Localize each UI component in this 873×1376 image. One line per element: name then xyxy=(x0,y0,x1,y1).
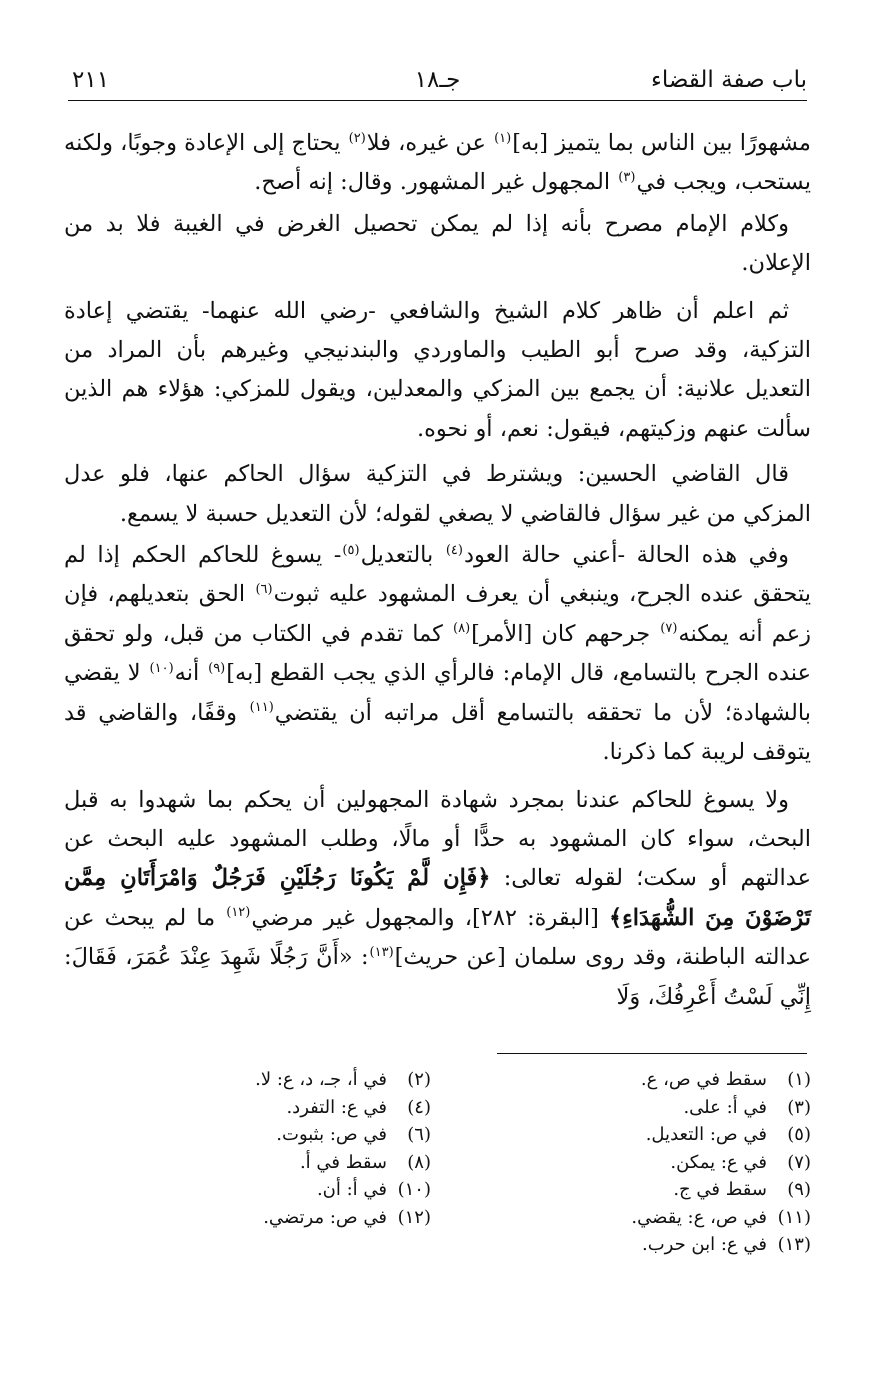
footnote-item: (١٢)في ص: مرتضي. xyxy=(263,1206,431,1228)
paragraph: مشهورًا بين الناس بما يتميز [به]$^{(١)}$ عن غيره، فلا$^{(٢)}$ يحتاج إلى الإعادة وجوبًا، ولكنه يستحب، ويجب في$^{(٣)}$ المجهول غير المشهور. وقال: إنه أصح. xyxy=(64,130,811,196)
footnote-item: (٢)في أ، جـ، د، ع: لا. xyxy=(255,1069,431,1090)
main-text xyxy=(64,124,811,1019)
paragraph: وكلام الإمام مصرح بأنه إذا لم يمكن تحصيل الغرض في الغيبة فلا بد من الإعلان. xyxy=(64,210,811,277)
footnote-item: (٩)سقط في ج. xyxy=(673,1179,811,1200)
footnote-ref[interactable]: (٥) xyxy=(342,542,360,558)
footnotes-left-column xyxy=(51,1066,431,1231)
footnote-ref[interactable]: (١٢) xyxy=(226,905,251,921)
footnote-divider xyxy=(497,1053,807,1054)
footnote-ref[interactable]: (٦) xyxy=(255,581,273,597)
footnote-ref[interactable]: (١٠) xyxy=(149,660,174,676)
footnote-item: (١١)في ص، ع: يقضي. xyxy=(631,1206,811,1228)
footnote-item: (٨)سقط في أ. xyxy=(299,1151,431,1173)
footnote-item: (١٠)في أ: أن. xyxy=(316,1179,431,1200)
footnote-item: (٥)في ص: التعديل. xyxy=(645,1124,811,1145)
paragraph: قال القاضي الحسين: ويشترط في التزكية سؤال الحاكم عنها، فلو عدل المزكي من غير سؤال فالقاضي لا يصغي لقوله؛ لأن التعديل حسبة لا يسمع. xyxy=(64,461,811,527)
paragraph: ثم اعلم أن ظاهر كلام الشيخ والشافعي -رضي الله عنهما- يقتضي إعادة التزكية، وقد صرح أبو الطيب والماوردي والبندنيجي وغيرهم بأن المراد من التعديل علانية: أن يجمع بين المزكي والمعدلين، ويقول للمزكي: هؤلاء هم الذين سألت عنهم وزكيتهم، فيقول: نعم، أو نحوه. xyxy=(64,297,811,442)
footnote-ref[interactable]: (١) xyxy=(494,130,512,146)
footnote-ref[interactable]: (١١) xyxy=(249,700,274,716)
footnote-item: (١٣)في ع: ابن حرب. xyxy=(641,1234,811,1255)
footnote-ref[interactable]: (٢) xyxy=(348,130,366,146)
footnote-ref[interactable]: (٧) xyxy=(660,621,678,637)
footnote-item: (٣)في أ: على. xyxy=(683,1096,811,1118)
running-header xyxy=(68,60,807,101)
footnote-ref[interactable]: (٣) xyxy=(618,169,636,185)
footnote-ref[interactable]: (٨) xyxy=(453,621,471,637)
footnote-ref[interactable]: (٤) xyxy=(445,542,463,558)
volume-number: جـ١٨ xyxy=(414,67,461,93)
footnote-ref[interactable]: (٩) xyxy=(208,660,226,676)
quran-verse: ﴿فَإِن لَّمْ يَكُونَا رَجُلَيْنِ فَرَجُلٌ وَامْرَأَتَانِ مِمَّن تَرْضَوْنَ مِنَ الشُّهَدَاءِ﴾ xyxy=(64,865,811,931)
paragraph: وفي هذه الحالة -أعني حالة العود$^{(٤)}$ بالتعديل$^{(٥)}$- يسوغ للحاكم الحكم إذا لم يتحقق عنده الجرح، وينبغي أن يعرف المشهود عليه ثبوت$^{(٦)}$ الحق بتعديلهم، فإن زعم أنه يمكنه$^{(٧)}$ جرحهم كان [الأمر]$^{(٨)}$ كما تقدم في الكتاب من قبل، ولو تحقق عنده الجرح بالتسامع، قال الإمام: فالرأي الذي يجب القطع [به]$^{(٩)}$ أنه$^{(١٠)}$ لا يقضي بالشهادة؛ لأن ما تحققه بالتسامع أقل مراتبه أن يقتضي$^{(١١)}$ وقفًا، والقاضي قد يتوقف لريبة كما ذكرنا. xyxy=(64,542,811,766)
footnote-ref[interactable]: (١٣) xyxy=(369,944,394,960)
footnote-item: (٦)في ص: بثبوت. xyxy=(276,1124,431,1145)
footnote-item: (٤)في ع: التفرد. xyxy=(286,1096,431,1118)
footnote-item: (٧)في ع: يمكن. xyxy=(670,1151,811,1173)
footnote-item: (١)سقط في ص، ع. xyxy=(640,1069,811,1090)
chapter-title: باب صفة القضاء xyxy=(651,67,807,93)
footnotes-right-column xyxy=(431,1066,811,1259)
paragraph: ولا يسوغ للحاكم عندنا بمجرد شهادة المجهولين أن يحكم بما شهدوا به قبل البحث، سواء كان المشهود به حدًّا أو مالًا، وطلب المشهود عليه البحث عن عدالتهم أو سكت؛ لقوله تعالى: ﴿فَإِن لَّمْ يَكُونَا رَجُلَيْنِ فَرَجُلٌ وَامْرَأَتَانِ مِمَّن تَرْضَوْنَ مِنَ الشُّهَدَاءِ﴾ [البقرة: ٢٨٢]، والمجهول غير مرضي$^{(١٢)}$ ما لم يبحث عن عدالته الباطنة، وقد روى سلمان [عن حريث]$^{(١٣)}$: «أَنَّ رَجُلًا شَهِدَ عِنْدَ عُمَرَ، فَقَالَ: إِنِّي لَسْتُ أَعْرِفُكَ، وَلَا xyxy=(64,786,812,1010)
page-number: ٢١١ xyxy=(72,67,110,93)
